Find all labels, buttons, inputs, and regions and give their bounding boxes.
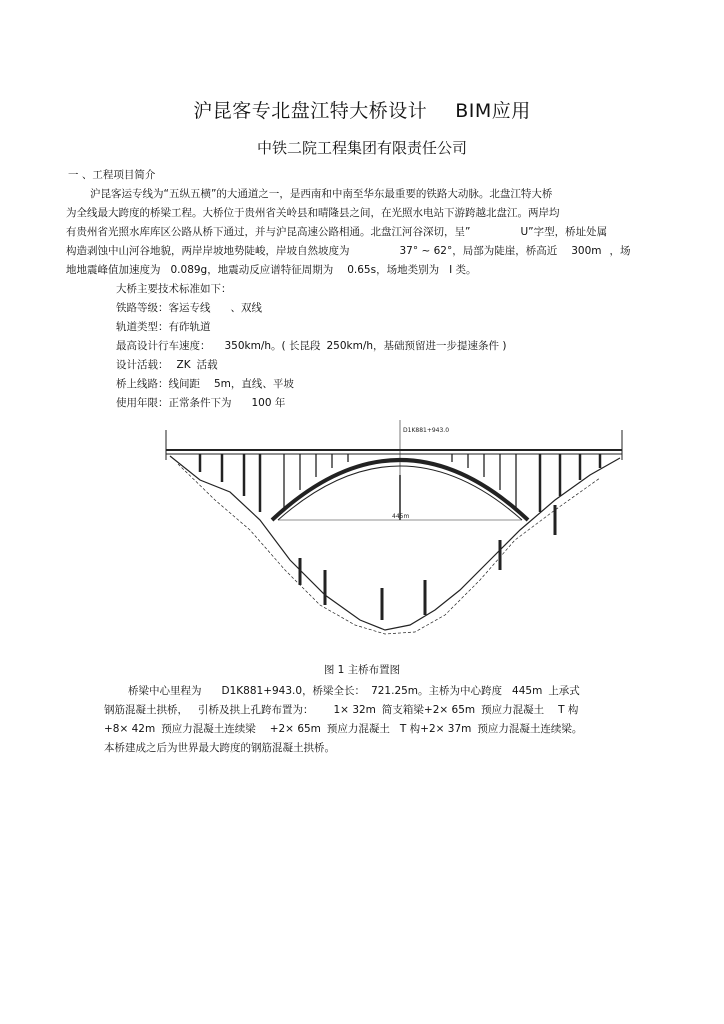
desc-line-4: 本桥建成之后为世界最大跨度的钢筋混凝土拱桥。 [104,742,335,754]
intro-line-3: 有贵州省光照水库库区公路从桥下通过，并与沪昆高速公路相通。北盘江河谷深切，呈” U”字型，桥址处属 [66,226,608,238]
center-mileage-label: D1K881+943.0 [403,427,450,434]
desc-line-1: 桥梁中心里程为 D1K881+943.0，桥梁全长： 721.25m。主桥为中心跨度 445m 上承式 [128,685,580,697]
intro-line-1: 沪昆客运专线为“五纵五横”的大通道之一，是西南和中南至华东最重要的铁路大动脉。北盘江特大桥 [90,188,553,200]
spec-line: 桥上线路：线间距 5m，直线、平坡 [116,378,294,390]
section-heading: 一 、工程项目简介 [68,169,156,181]
document-title [0,96,724,123]
intro-section [66,166,666,413]
bridge-description [104,682,684,758]
figure-caption: 图 1 主桥布置图 [323,664,401,676]
bridge-layout-drawing [160,420,630,648]
intro-line-4: 构造剥蚀中山河谷地貌，两岸岸坡地势陡峻，岸坡自然坡度为 37° ~ 62°，局部为陡崖，桥高近 300m ，场 [66,245,631,257]
spec-speed: 最高设计行车速度： 350km/h。( 长昆段 250km/h，基础预留进一步提速条件 ) [116,340,507,352]
spec-railway-grade: 铁路等级：客运专线 、双线 [116,302,262,314]
spec-track-type: 轨道类型：有砟轨道 [116,321,211,333]
intro-line-5: 地地震峰值加速度为 0.089g，地震动反应谱特征周期为 0.65s，场地类别为 I 类。 [66,264,477,276]
desc-line-2: 钢筋混凝土拱桥， 引桥及拱上孔跨布置为： 1× 32m 简支箱梁+2× 65m 预应力混凝土 T 构 [104,704,579,716]
intro-line-2: 为全线最大跨度的桥梁工程。大桥位于贵州省关岭县和晴隆县之间，在光照水电站下游跨越北盘江。两岸均 [66,207,560,219]
spec-live-load: 设计活载： ZK 活载 [116,359,218,371]
spec-header: 大桥主要技术标准如下： [116,283,232,295]
span-label: 445m [392,513,410,520]
spec-service-life: 使用年限：正常条件下为 100 年 [116,397,286,409]
title-main: 沪昆客专北盘江特大桥设计 [193,100,428,122]
desc-line-3: +8× 42m 预应力混凝土连续梁 +2× 65m 预应力混凝土 T 构+2× 37m 预应力混凝土连续梁。 [104,723,583,735]
title-bim: BIM应用 [455,100,531,122]
document-subtitle: 中铁二院工程集团有限责任公司 [256,139,467,157]
